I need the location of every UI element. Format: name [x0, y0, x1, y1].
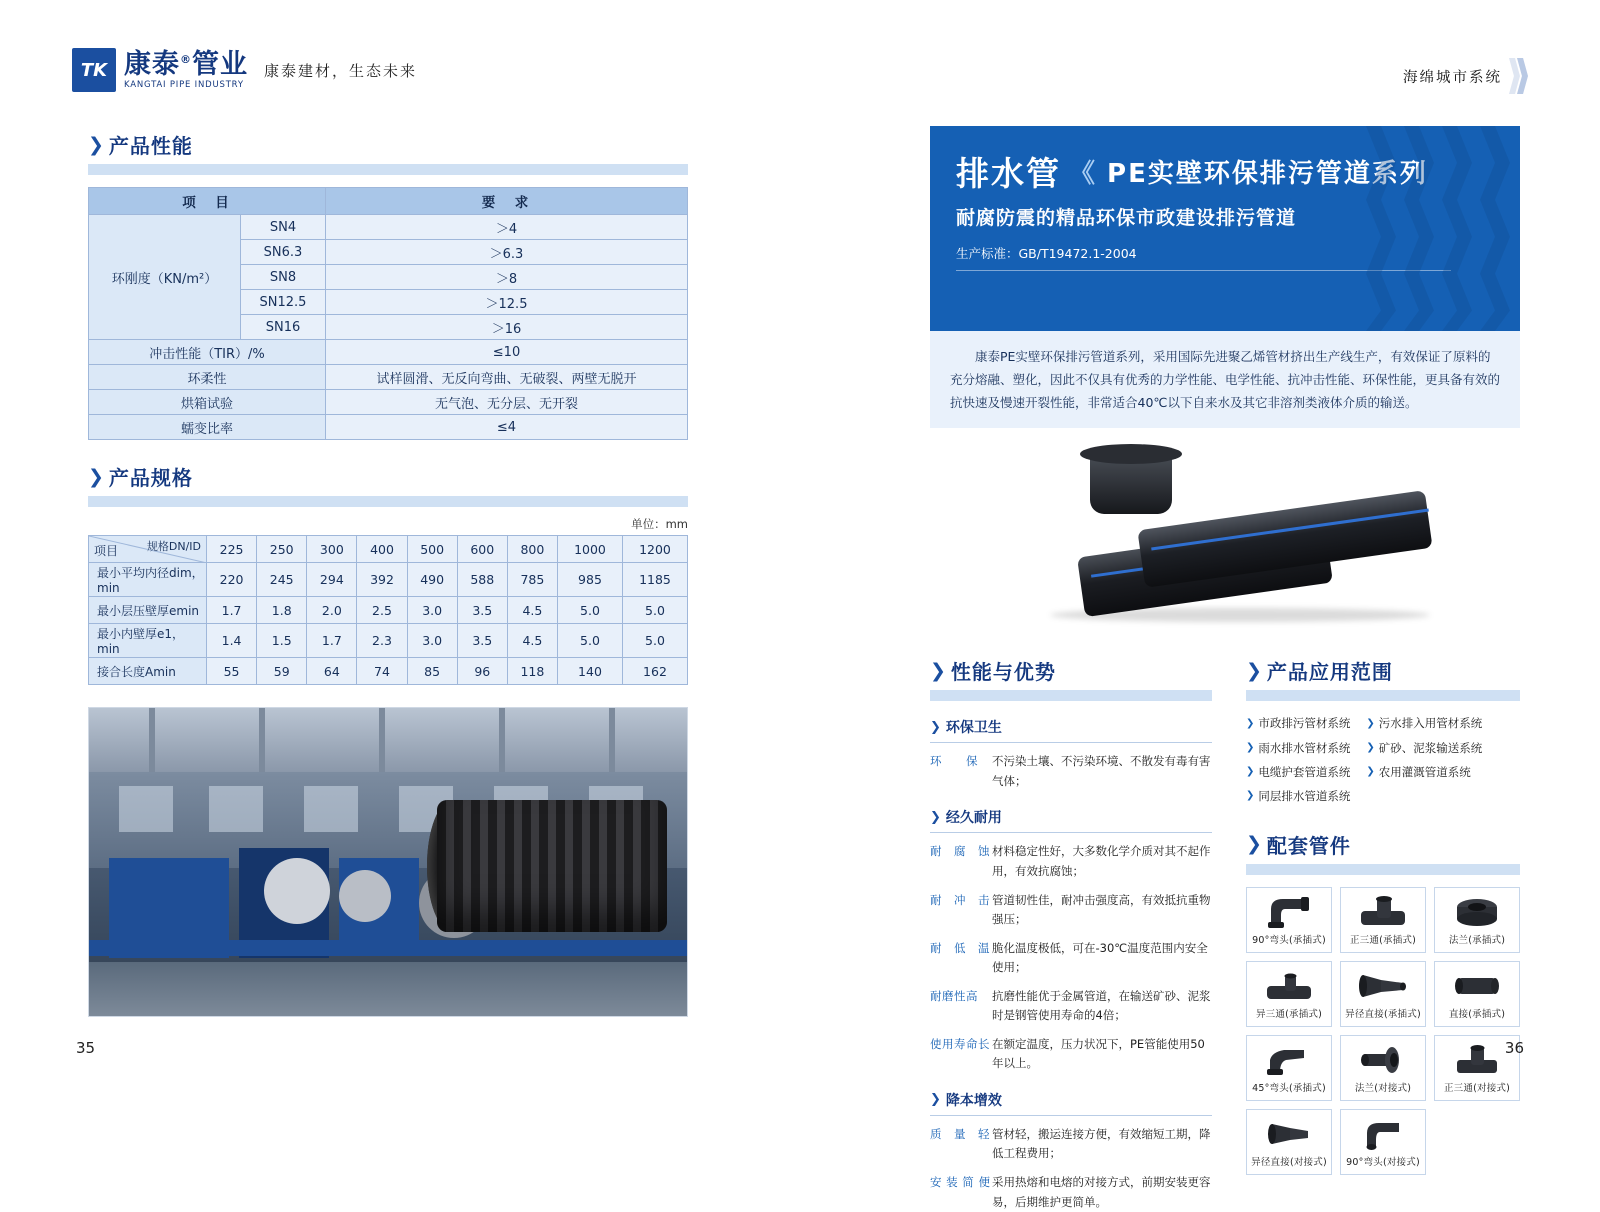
logo-reg-mark: ®	[180, 52, 192, 66]
logo-icon: TK	[72, 48, 116, 92]
spec-size: 600	[457, 536, 507, 563]
spec-value: 140	[557, 658, 622, 685]
table-row	[89, 340, 688, 365]
feature-item	[930, 1125, 1212, 1164]
fitting-card	[1434, 961, 1520, 1027]
cell-req: 无气泡、无分层、无开裂	[326, 390, 688, 415]
spec-value: 785	[507, 563, 557, 597]
angle-icon: 《	[1069, 159, 1098, 189]
section-rule	[930, 690, 1212, 701]
feature-item	[930, 842, 1212, 881]
feature-value: 材料稳定性好，大多数化学介质对其不起作用，有效抗腐蚀；	[992, 844, 1211, 879]
fitting-card	[1246, 961, 1332, 1027]
table-header-row	[89, 188, 688, 215]
banner-subtitle: PE实壁环保排污管道系列	[1107, 159, 1428, 189]
spec-value: 96	[457, 658, 507, 685]
spec-value: 3.0	[407, 624, 457, 658]
spec-size: 800	[507, 536, 557, 563]
page-header	[0, 0, 1600, 110]
flange-butt-icon	[1343, 1040, 1423, 1080]
banner-title: 排水管	[956, 154, 1061, 193]
application-list-left	[1246, 711, 1350, 808]
feature-key: 耐 腐 蚀	[930, 844, 990, 859]
list-item	[1246, 760, 1350, 784]
left-column	[88, 130, 688, 1017]
fitting-label: 异三通(承插式)	[1255, 1008, 1322, 1020]
spec-row-label: 最小内壁厚e1，min	[89, 624, 207, 658]
cell-group: 烘箱试验	[89, 390, 326, 415]
spec-value: 294	[307, 563, 357, 597]
list-item-label: 农用灌溉管道系统	[1378, 764, 1471, 779]
col-requirement: 要 求	[326, 188, 688, 215]
arrow-icon: ❯	[1246, 790, 1255, 802]
spec-value: 1185	[622, 563, 687, 597]
unit-note: 单位：mm	[631, 517, 688, 531]
arrow-icon: ❯	[930, 719, 941, 735]
arrow-icon: ❯	[930, 659, 946, 682]
feature-key: 安 装 简 便	[930, 1175, 991, 1190]
list-item-label: 同层排水管道系统	[1258, 788, 1351, 803]
list-item-label: 污水排入用管材系统	[1378, 716, 1483, 731]
banner-standard: 生产标准：GB/T19472.1-2004	[956, 244, 1451, 271]
header-section-label	[1403, 58, 1528, 94]
spec-section	[88, 462, 688, 685]
chevron-decor-icon	[1512, 58, 1528, 94]
spec-size: 500	[407, 536, 457, 563]
header-right-title: 海绵城市系统	[1403, 69, 1502, 86]
list-item-label: 雨水排水管材系统	[1258, 740, 1351, 755]
arrow-icon: ❯	[88, 133, 104, 156]
fitting-card	[1340, 961, 1426, 1027]
flange-socket-icon	[1437, 892, 1517, 932]
section-title-text: 配套管件	[1266, 833, 1351, 858]
spec-value: 74	[357, 658, 407, 685]
list-item	[1366, 736, 1482, 760]
list-item-label: 矿砂、泥浆输送系统	[1378, 740, 1483, 755]
spec-value: 5.0	[622, 624, 687, 658]
spec-value: 85	[407, 658, 457, 685]
col-item: 项 目	[89, 188, 326, 215]
spec-value: 245	[257, 563, 307, 597]
cell-req: ≤4	[326, 415, 688, 440]
feature-item	[930, 939, 1212, 978]
spec-value: 5.0	[557, 597, 622, 624]
cell-sub: SN4	[241, 215, 326, 240]
elbow-90-socket-icon	[1249, 892, 1329, 932]
list-item-label: 市政排污管材系统	[1258, 716, 1351, 731]
cell-group: 环柔性	[89, 365, 326, 390]
spec-size: 1200	[622, 536, 687, 563]
cell-sub: SN12.5	[241, 290, 326, 315]
feature-item	[930, 891, 1212, 930]
cell-req: ＞8	[326, 265, 688, 290]
spec-value: 2.0	[307, 597, 357, 624]
cell-req: ＞4	[326, 215, 688, 240]
product-banner	[930, 126, 1520, 331]
reducer-butt-icon	[1249, 1114, 1329, 1154]
section-title-text: 产品规格	[108, 466, 193, 490]
spec-value: 490	[407, 563, 457, 597]
spec-value: 1.4	[207, 624, 257, 658]
fitting-card	[1340, 887, 1426, 953]
fitting-label: 法兰(对接式)	[1354, 1082, 1412, 1094]
cell-group-ring-stiffness: 环刚度（KN/m²）	[89, 215, 241, 340]
table-row	[89, 415, 688, 440]
fitting-card	[1340, 1109, 1426, 1175]
reducing-tee-socket-icon	[1249, 966, 1329, 1006]
fitting-card	[1246, 1109, 1332, 1175]
cell-req: ＞6.3	[326, 240, 688, 265]
product-intro-text: 康泰PE实壁环保排污管道系列，采用国际先进聚乙烯管材挤出生产线生产，有效保证了原料的充分熔融、塑化，因此不仅具有优秀的力学性能、电学性能、抗冲击性能、环保性能，更具备有效的抗快速及慢速开裂性能，非常适合40℃以下自来水及其它非溶剂类液体介质的输送。	[930, 331, 1520, 428]
fitting-label: 异径直接(承插式)	[1345, 1008, 1421, 1020]
spec-size: 1000	[557, 536, 622, 563]
spec-value: 3.5	[457, 624, 507, 658]
product-photo	[930, 432, 1520, 642]
table-row	[89, 563, 688, 597]
subsection-title	[930, 807, 1212, 827]
section-performance-advantages-title	[930, 656, 1212, 685]
spec-value: 118	[507, 658, 557, 685]
arrow-icon: ❯	[1246, 833, 1262, 856]
logo-text	[124, 48, 248, 90]
spec-value: 1.5	[257, 624, 307, 658]
feature-key: 环 保	[930, 754, 978, 769]
fitting-card	[1246, 1035, 1332, 1101]
logo-name-cn: 康泰	[124, 48, 180, 80]
list-item	[1246, 736, 1350, 760]
spec-value: 55	[207, 658, 257, 685]
spec-value: 2.3	[357, 624, 407, 658]
table-row	[89, 597, 688, 624]
spec-value: 5.0	[557, 624, 622, 658]
spec-size: 225	[207, 536, 257, 563]
feature-value: 采用热熔和电熔的对接方式，前期安装更容易，后期维护更简单。	[992, 1175, 1211, 1209]
spec-value: 2.5	[357, 597, 407, 624]
spec-value: 5.0	[622, 597, 687, 624]
arrow-icon: ❯	[88, 465, 104, 488]
coupler-socket-icon	[1437, 966, 1517, 1006]
cell-sub: SN16	[241, 315, 326, 340]
application-list	[1246, 711, 1520, 808]
fitting-label: 90°弯头(对接式)	[1346, 1156, 1420, 1168]
feature-item	[930, 987, 1212, 1026]
subsection-title-text: 经久耐用	[945, 810, 1002, 827]
table-row	[89, 658, 688, 685]
spec-value: 4.5	[507, 624, 557, 658]
section-product-spec-title	[88, 462, 688, 491]
feature-item	[930, 752, 1212, 791]
feature-value: 脆化温度极低，可在-30℃温度范围内安全使用；	[992, 940, 1208, 975]
spec-value: 588	[457, 563, 507, 597]
applications-column	[1246, 656, 1520, 1212]
arrow-icon: ❯	[1366, 766, 1375, 778]
section-fittings-title	[1246, 830, 1520, 859]
performance-table	[88, 187, 688, 440]
fitting-label: 法兰(承插式)	[1448, 934, 1506, 946]
banner-tagline: 耐腐防震的精品环保市政建设排污管道	[956, 207, 1297, 229]
fittings-grid	[1246, 887, 1520, 1175]
feature-value: 抗磨性能优于金属管道，在输送矿砂、泥浆时是钢管使用寿命的4倍；	[992, 988, 1211, 1023]
factory-photo	[88, 707, 688, 1017]
logo-name-cn2: 管业	[192, 48, 248, 80]
arrow-icon: ❯	[930, 809, 941, 825]
elbow-90-butt-icon	[1343, 1114, 1423, 1154]
spec-value: 162	[622, 658, 687, 685]
fitting-label: 90°弯头(承插式)	[1252, 934, 1326, 946]
list-item	[1366, 711, 1482, 735]
table-row	[89, 390, 688, 415]
brand-logo	[72, 48, 417, 92]
subsection-rule	[930, 1115, 1212, 1116]
section-applications-title	[1246, 656, 1520, 685]
performance-column	[930, 656, 1212, 1212]
equal-tee-socket-icon	[1343, 892, 1423, 932]
feature-key: 耐 冲 击	[930, 892, 990, 907]
table-row	[89, 365, 688, 390]
list-item	[1246, 784, 1350, 808]
feature-key: 耐磨性高	[930, 988, 978, 1003]
reducer-socket-icon	[1343, 966, 1423, 1006]
spec-size: 250	[257, 536, 307, 563]
list-item-label: 电缆护套管道系统	[1258, 764, 1351, 779]
page-number-right: 36	[1504, 1039, 1524, 1057]
spec-corner-cell	[89, 536, 207, 563]
subsection-title-text: 降本增效	[945, 1092, 1002, 1109]
arrow-icon: ❯	[1366, 717, 1375, 729]
spec-row-label: 最小平均内径dim，min	[89, 563, 207, 597]
feature-value: 不污染土壤、不污染环境、不散发有毒有害气体；	[992, 754, 1211, 788]
table-row	[89, 624, 688, 658]
content-columns	[930, 656, 1520, 1212]
zigzag-decor-icon	[1370, 126, 1520, 331]
cell-req: ＞12.5	[326, 290, 688, 315]
spec-table	[88, 535, 688, 685]
fitting-label: 45°弯头(承插式)	[1252, 1082, 1326, 1094]
arrow-icon: ❯	[1246, 742, 1255, 754]
fitting-label: 正三通(对接式)	[1443, 1082, 1510, 1094]
spec-value: 59	[257, 658, 307, 685]
feature-value: 管道韧性佳，耐冲击强度高，有效抵抗重物强压；	[992, 892, 1211, 927]
spec-value: 1.7	[307, 624, 357, 658]
spec-value: 3.0	[407, 597, 457, 624]
feature-key: 耐 低 温	[930, 940, 990, 955]
section-title-text: 产品性能	[108, 134, 193, 158]
section-rule	[88, 164, 688, 175]
spec-size: 300	[307, 536, 357, 563]
cell-group: 冲击性能（TIR）/%	[89, 340, 326, 365]
arrow-icon: ❯	[1246, 717, 1255, 729]
cell-sub: SN8	[241, 265, 326, 290]
feature-item	[930, 1173, 1212, 1212]
section-title-text: 产品应用范围	[1266, 660, 1393, 685]
cell-req: ≤10	[326, 340, 688, 365]
arrow-icon: ❯	[1246, 659, 1262, 682]
feature-key: 质 量 轻	[930, 1126, 990, 1141]
fitting-card	[1340, 1035, 1426, 1101]
section-rule	[1246, 690, 1520, 701]
spec-value: 220	[207, 563, 257, 597]
spec-value: 4.5	[507, 597, 557, 624]
section-rule	[1246, 864, 1520, 875]
section-product-performance-title	[88, 130, 688, 159]
application-list-right	[1366, 711, 1482, 808]
table-header-row	[89, 536, 688, 563]
fitting-label: 直接(承插式)	[1448, 1008, 1506, 1020]
spec-row-label: 最小层压壁厚emin	[89, 597, 207, 624]
section-rule	[88, 496, 688, 507]
table-row	[89, 215, 688, 240]
cell-group: 蠕变比率	[89, 415, 326, 440]
arrow-icon: ❯	[1246, 766, 1255, 778]
spec-value: 64	[307, 658, 357, 685]
subsection-rule	[930, 832, 1212, 833]
brand-slogan: 康泰建材，生态未来	[264, 61, 418, 80]
fitting-card	[1434, 887, 1520, 953]
spec-value: 392	[357, 563, 407, 597]
spec-value: 1.8	[257, 597, 307, 624]
right-column	[930, 126, 1520, 1212]
subsection-title-text: 环保卫生	[945, 720, 1002, 737]
cell-req: 试样圆滑、无反向弯曲、无破裂、两壁无脱开	[326, 365, 688, 390]
elbow-45-socket-icon	[1249, 1040, 1329, 1080]
list-item	[1366, 760, 1482, 784]
list-item	[1246, 711, 1350, 735]
fitting-label: 正三通(承插式)	[1349, 934, 1416, 946]
spec-value: 3.5	[457, 597, 507, 624]
cell-req: ＞16	[326, 315, 688, 340]
feature-value: 在额定温度，压力状况下，PE管能使用50年以上。	[992, 1036, 1205, 1071]
page-number-left: 35	[76, 1039, 96, 1057]
feature-value: 管材轻，搬运连接方便，有效缩短工期，降低工程费用；	[992, 1126, 1211, 1161]
spec-row-label: 接合长度Amin	[89, 658, 207, 685]
spec-corner-size: 规格DN/ID	[146, 540, 201, 553]
feature-key: 使用寿命长	[930, 1036, 990, 1051]
spec-value: 1.7	[207, 597, 257, 624]
arrow-icon: ❯	[1366, 742, 1375, 754]
spec-corner-item: 项目	[94, 544, 119, 558]
logo-name-en: KANGTAI PIPE INDUSTRY	[124, 79, 244, 90]
section-title-text: 性能与优势	[950, 660, 1056, 685]
subsection-title	[930, 717, 1212, 737]
cell-sub: SN6.3	[241, 240, 326, 265]
fitting-label: 异径直接(对接式)	[1251, 1156, 1327, 1168]
feature-item	[930, 1035, 1212, 1074]
arrow-icon: ❯	[930, 1092, 941, 1108]
subsection-rule	[930, 742, 1212, 743]
fitting-card	[1246, 887, 1332, 953]
spec-value: 985	[557, 563, 622, 597]
subsection-title	[930, 1090, 1212, 1110]
spec-size: 400	[357, 536, 407, 563]
